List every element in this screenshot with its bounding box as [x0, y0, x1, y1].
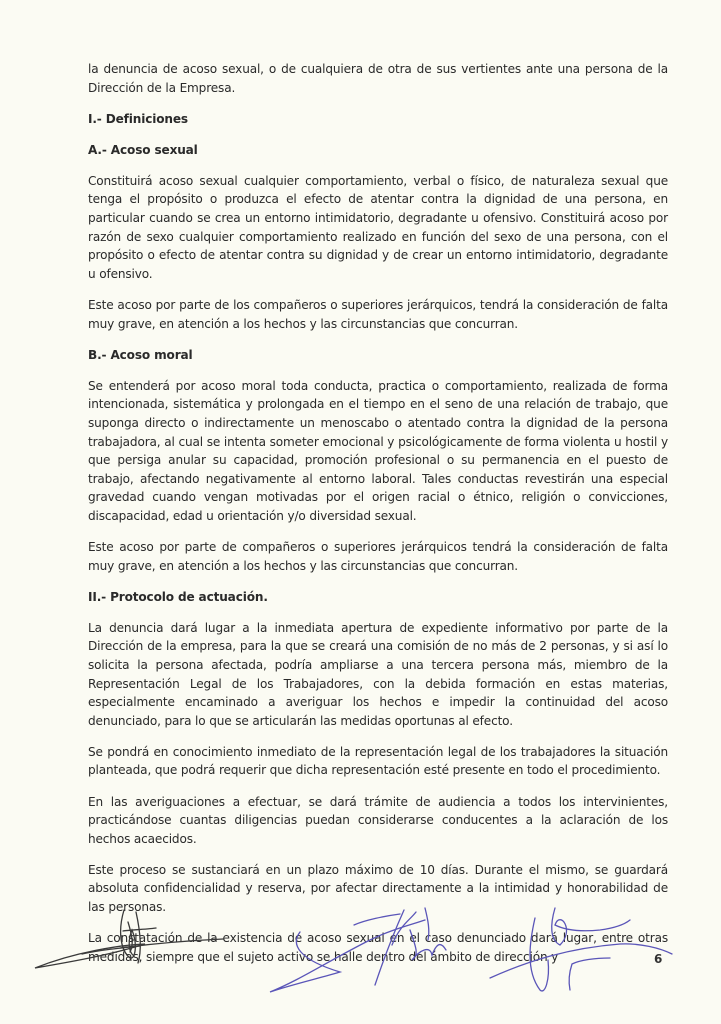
paragraph-acoso-moral-definition: Se entenderá por acoso moral toda conducta, practica o comportamiento, realizada de forma intencionada, sistemática y prolongada en el tiempo en el seno de una relación de trabajo, que suponga directo o indirectamente un menoscabo o atentado contra la dignidad de la persona trabajadora, al cual se intenta someter emocional y psicológicamente de forma violenta u hostil y que persiga anular su capacidad, promoción profesional o su permanencia en el puesto de trabajo, afectando negativamente al entorno laboral. Tales conductas revestirán una especial gravedad cuando vengan motivadas por el origen racial o étnico, religión o convicciones, discapacidad, edad u orientación y/o diversidad sexual.: [88, 378, 668, 523]
signature-black: [35, 910, 223, 968]
paragraph-acoso-moral-falta: Este acoso por parte de compañeros o superiores jerárquicos tendrá la consideración de falta muy grave, en atención a los hechos y las circunstancias que concurran.: [88, 539, 668, 573]
paragraph-denuncia-apertura: La denuncia dará lugar a la inmediata apertura de expediente informativo por parte de la Dirección de la empresa, para la que se creará una comisión de no más de 2 personas, y si así lo solicita la persona afectada, podría ampliarse a una tercera persona más, miembro de la Representación Legal de los Trabajadores, con la debida formación en estas materias, especialmente encaminado a averiguar los hechos e impedir la continuidad del acoso denunciado, para lo que se articularán las medidas oportunas al efecto.: [88, 620, 668, 728]
signature-blue-right: [490, 908, 672, 991]
paragraph-acoso-sexual-definition: Constituirá acoso sexual cualquier comportamiento, verbal o físico, de naturaleza sexual que tenga el propósito o produzca el efecto de atentar contra la dignidad de una persona, en particular cuando se crea un entorno intimidatorio, degradante u ofensivo. Constituirá acoso por razón de sexo cualquier comportamiento realizado en función del sexo de una persona, con el propósito o efecto de atentar contra su dignidad y de crear un entorno intimidatorio, degradante u ofensivo.: [88, 173, 668, 281]
paragraph-averiguaciones: En las averiguaciones a efectuar, se dará trámite de audiencia a todos los intervinientes, practicándose cuantas diligencias puedan considerarse conducentes a la aclaración de los hechos acaecidos.: [88, 794, 668, 846]
heading-acoso-moral: B.- Acoso moral: [88, 347, 193, 362]
paragraph-plazo: Este proceso se sustanciará en un plazo máximo de 10 días. Durante el mismo, se guardará absoluta confidencialidad y reserva, por afectar directamente a la intimidad y honorabilidad de las personas.: [88, 862, 668, 914]
paragraph-conocimiento: Se pondrá en conocimiento inmediato de la representación legal de los trabajadores la situación planteada, que podrá requerir que dicha representación esté presente en todo el procedimiento.: [88, 744, 668, 778]
paragraph-acoso-sexual-falta: Este acoso por parte de los compañeros o superiores jerárquicos, tendrá la consideración de falta muy grave, en atención a los hechos y las circunstancias que concurran.: [88, 297, 668, 331]
heading-acoso-sexual: A.- Acoso sexual: [88, 142, 198, 157]
document-page: [88, 60, 668, 979]
heading-protocolo: II.- Protocolo de actuación.: [88, 589, 268, 604]
page-number: 6: [654, 952, 663, 966]
paragraph-constatacion: La constatación de la existencia de acoso sexual en el caso denunciado dará lugar, entre otras medidas, siempre que el sujeto activo se halle dentro del ámbito de dirección y: [88, 931, 668, 964]
paragraph-intro: la denuncia de acoso sexual, o de cualquiera de otra de sus vertientes ante una persona de la Dirección de la Empresa.: [88, 62, 668, 95]
heading-definiciones: I.- Definiciones: [88, 111, 188, 126]
signatures: [0, 900, 721, 1024]
signature-blue-left: [270, 908, 446, 992]
